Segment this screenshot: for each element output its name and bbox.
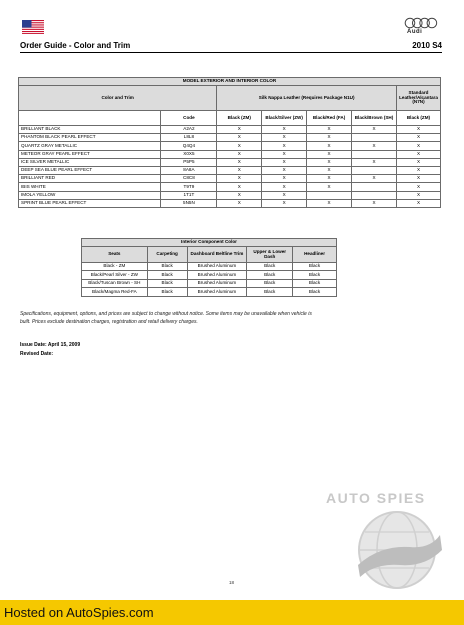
dashboard-trim-value: Brushed Aluminum xyxy=(187,279,247,287)
model-year: 2010 S4 xyxy=(412,41,442,50)
color-name: BRILLIANT RED xyxy=(19,175,161,183)
seats-value: Black/Pearl Silver - ZW xyxy=(82,271,148,279)
availability-mark: X xyxy=(307,199,352,207)
availability-mark: X xyxy=(352,142,397,150)
availability-mark xyxy=(352,134,397,142)
dashboard-trim-value: Brushed Aluminum xyxy=(187,288,247,296)
color-rows xyxy=(19,126,441,208)
col-black-zm: Black (ZM) xyxy=(217,111,262,126)
availability-mark: X xyxy=(262,166,307,174)
hosted-on-text: Hosted on AutoSpies.com xyxy=(4,605,154,620)
color-row xyxy=(19,175,441,183)
color-code: 8A8A xyxy=(161,166,217,174)
audi-rings-logo-icon xyxy=(404,17,438,29)
color-code: C8C8 xyxy=(161,175,217,183)
col-dashboard-trim: Dashboard Beltline Trim xyxy=(187,247,247,263)
watermark-text: AUTO SPIES xyxy=(326,490,426,506)
availability-mark: X xyxy=(307,142,352,150)
availability-mark: X xyxy=(307,126,352,134)
color-name: SPRINT BLUE PEARL EFFECT xyxy=(19,199,161,207)
availability-mark: X xyxy=(396,191,440,199)
seats-value: Black/Tuscan Brown - SH xyxy=(82,279,148,287)
dashboard-trim-value: Brushed Aluminum xyxy=(187,263,247,271)
dash-value: Black xyxy=(247,271,293,279)
color-name: METEOR GRAY PEARL EFFECT xyxy=(19,150,161,158)
dashboard-trim-value: Brushed Aluminum xyxy=(187,271,247,279)
color-row xyxy=(19,158,441,166)
interior-component-color-table xyxy=(81,238,337,297)
color-code: 1T1T xyxy=(161,191,217,199)
color-code: P5P5 xyxy=(161,158,217,166)
color-row xyxy=(19,142,441,150)
availability-mark: X xyxy=(262,134,307,142)
availability-mark: X xyxy=(307,150,352,158)
hosted-footer-bar xyxy=(0,600,464,625)
globe-car-watermark-icon xyxy=(350,505,445,595)
availability-mark: X xyxy=(217,134,262,142)
availability-mark: X xyxy=(396,183,440,191)
availability-mark: X xyxy=(307,175,352,183)
col-seats: Seats xyxy=(82,247,148,263)
color-row xyxy=(19,191,441,199)
availability-mark: X xyxy=(396,158,440,166)
availability-mark xyxy=(352,183,397,191)
color-name: PHANTOM BLACK PEARL EFFECT xyxy=(19,134,161,142)
col-color-and-trim: Color and Trim xyxy=(19,86,217,111)
col-carpeting: Carpeting xyxy=(147,247,187,263)
color-row xyxy=(19,150,441,158)
color-code: X0X5 xyxy=(161,150,217,158)
availability-mark: X xyxy=(307,158,352,166)
header-divider xyxy=(20,52,442,53)
color-name: ICE SILVER METALLIC xyxy=(19,158,161,166)
color-name: BRILLIANT BLACK xyxy=(19,126,161,134)
col-code: Code xyxy=(161,111,217,126)
availability-mark: X xyxy=(396,150,440,158)
availability-mark: X xyxy=(217,150,262,158)
color-name: QUARTZ GRAY METALLIC xyxy=(19,142,161,150)
interior-row xyxy=(82,288,337,296)
dash-value: Black xyxy=(247,263,293,271)
headliner-value: Black xyxy=(293,271,337,279)
availability-mark: X xyxy=(262,175,307,183)
col-upper-lower-dash: Upper & Lower Dash xyxy=(247,247,293,263)
availability-mark: X xyxy=(352,175,397,183)
availability-mark: X xyxy=(262,191,307,199)
page-number: 18 xyxy=(229,580,235,585)
col-standard-black-zm: Black (ZM) xyxy=(396,111,440,126)
availability-mark: X xyxy=(352,158,397,166)
dash-value: Black xyxy=(247,279,293,287)
col-name-blank xyxy=(19,111,161,126)
dash-value: Black xyxy=(247,288,293,296)
audi-wordmark: Audi xyxy=(407,29,423,35)
color-code: Q4Q4 xyxy=(161,142,217,150)
availability-mark xyxy=(352,191,397,199)
availability-mark: X xyxy=(262,142,307,150)
color-row xyxy=(19,199,441,207)
interior-table-caption: Interior Component Color xyxy=(82,239,337,247)
color-name: DEEP SEA BLUE PEARL EFFECT xyxy=(19,166,161,174)
issue-date: Issue Date: April 15, 2009 xyxy=(20,342,81,348)
availability-mark: X xyxy=(396,166,440,174)
availability-mark: X xyxy=(396,126,440,134)
seats-value: Black - ZM xyxy=(82,263,148,271)
disclaimer-text: Specifications, equipment, options, and prices are subject to change without notice. Some items may be unavailable when vehicle is built. Prices exclude destination charges, registration and retail delivery charges. xyxy=(20,311,312,325)
availability-mark: X xyxy=(396,175,440,183)
group-silk-nappa: Silk Nappa Leather (Requires Package N1U) xyxy=(217,86,397,111)
availability-mark: X xyxy=(307,166,352,174)
color-code: L8L8 xyxy=(161,134,217,142)
color-row xyxy=(19,126,441,134)
availability-mark xyxy=(352,166,397,174)
us-flag-icon xyxy=(22,20,44,34)
carpeting-value: Black xyxy=(147,263,187,271)
availability-mark: X xyxy=(217,191,262,199)
availability-mark xyxy=(307,191,352,199)
carpeting-value: Black xyxy=(147,279,187,287)
col-black-silver-zw: Black/Silver (ZW) xyxy=(262,111,307,126)
exterior-interior-color-table xyxy=(18,77,441,208)
availability-mark xyxy=(352,150,397,158)
color-row xyxy=(19,134,441,142)
carpeting-value: Black xyxy=(147,288,187,296)
availability-mark: X xyxy=(396,134,440,142)
headliner-value: Black xyxy=(293,279,337,287)
page-title: Order Guide - Color and Trim xyxy=(20,41,131,50)
availability-mark: X xyxy=(262,126,307,134)
interior-row xyxy=(82,271,337,279)
interior-row xyxy=(82,279,337,287)
availability-mark: X xyxy=(262,150,307,158)
headliner-value: Black xyxy=(293,263,337,271)
color-row xyxy=(19,183,441,191)
availability-mark: X xyxy=(217,175,262,183)
availability-mark: X xyxy=(217,142,262,150)
seats-value: Black/Magma Red-FA xyxy=(82,288,148,296)
availability-mark: X xyxy=(396,142,440,150)
availability-mark: X xyxy=(217,158,262,166)
color-code: 5N5N xyxy=(161,199,217,207)
availability-mark: X xyxy=(396,199,440,207)
availability-mark: X xyxy=(217,183,262,191)
col-black-red-fa: Black/Red (FA) xyxy=(307,111,352,126)
color-name: IMOLA YELLOW xyxy=(19,191,161,199)
group-standard-leather: Standard Leather/Alcantara (N7N) xyxy=(396,86,440,111)
color-code: A2A2 xyxy=(161,126,217,134)
col-headliner: Headliner xyxy=(293,247,337,263)
headliner-value: Black xyxy=(293,288,337,296)
availability-mark: X xyxy=(262,199,307,207)
color-name: IBIS WHITE xyxy=(19,183,161,191)
table-caption: MODEL EXTERIOR AND INTERIOR COLOR xyxy=(19,78,441,86)
availability-mark: X xyxy=(307,134,352,142)
col-black-brown-sh: Black/Brown (SH) xyxy=(352,111,397,126)
interior-row xyxy=(82,263,337,271)
availability-mark: X xyxy=(262,183,307,191)
carpeting-value: Black xyxy=(147,271,187,279)
availability-mark: X xyxy=(217,166,262,174)
color-code: T9T9 xyxy=(161,183,217,191)
availability-mark: X xyxy=(307,183,352,191)
issue-dates xyxy=(20,341,80,359)
availability-mark: X xyxy=(217,199,262,207)
availability-mark: X xyxy=(217,126,262,134)
color-row xyxy=(19,166,441,174)
availability-mark: X xyxy=(352,126,397,134)
revised-date: Revised Date: xyxy=(20,351,54,357)
availability-mark: X xyxy=(352,199,397,207)
availability-mark: X xyxy=(262,158,307,166)
interior-rows xyxy=(82,263,337,297)
